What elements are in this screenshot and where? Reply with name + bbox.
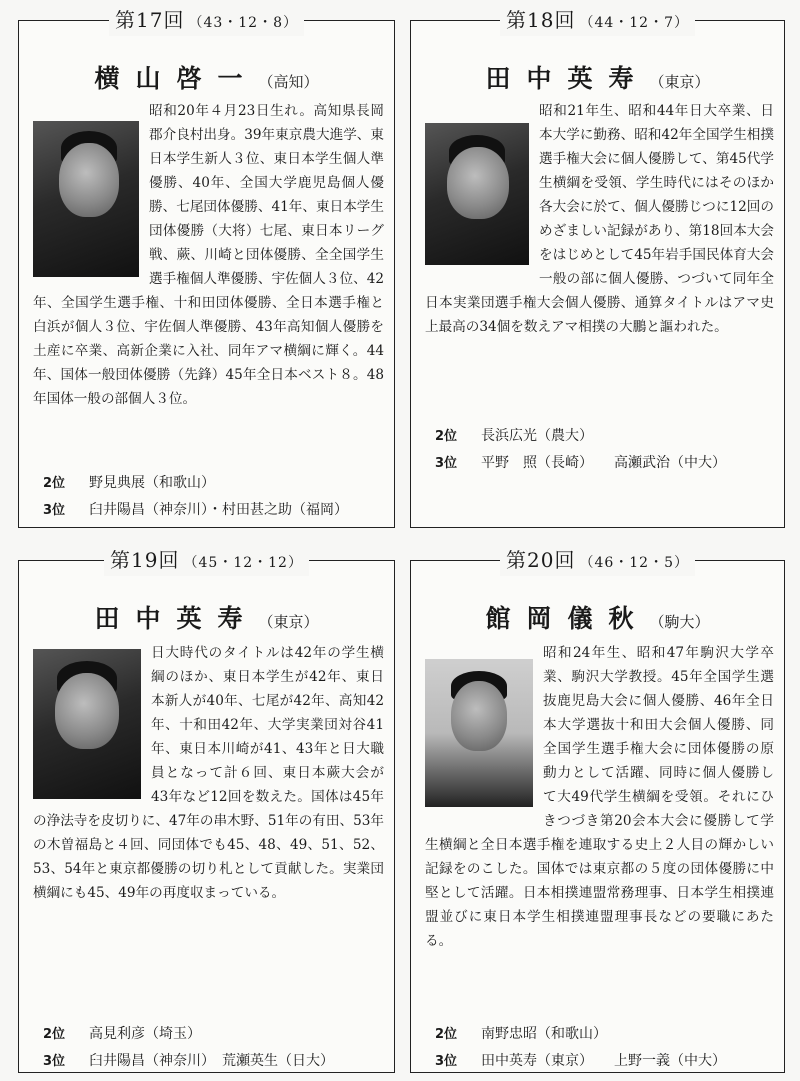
second-place-label: 2位 xyxy=(435,429,458,444)
champion-name: 田中英寿 xyxy=(485,64,650,93)
champion-panel-17 xyxy=(18,8,395,528)
second-place-names: 高見利彦（埼玉） xyxy=(89,1026,201,1042)
champion-name: 横山啓一 xyxy=(94,64,259,93)
panel-header xyxy=(411,7,784,33)
champion-bio: 昭和24年生、昭和47年駒沢大学卒業、駒沢大学教授。45年全国学生選抜鹿児島大会に個人優勝、46年全日本大学選抜十和田大会個人優勝、同全国学生選手権大会に団体優勝の原動力として活躍、同時に個人優勝して大49代学生横綱を受領。それにひきつづき第20会本大会に優勝して学生横綱と全日本選手権を連取する史上２人目の輝かしい記録をのこした。国体では東京都の５度の団体優勝に中堅として活躍。日本相撲連盟常務理事、日本学生相撲連盟並びに東日本学生相撲連盟理事長などの要職にあたる。 xyxy=(425,645,774,949)
champion-photo xyxy=(425,659,533,807)
champion-bio: 日大時代のタイトルは42年の学生横綱のほか、東日本学生が42年、東日本新人が40年、七尾が42年、高知42年、十和田42年、大学実業団対谷41年、東日本川崎が41、43年と日大職員となって計６回、東日本蕨大会が43年など12回を数えた。国体は45年の浄法寺を皮切りに、47年の串木野、51年の有田、53年の木曽福島と４回、同団体でも45、48、49、51、52、53、54年と東京都優勝の切り札として貢献した。実業団横綱にも45、49年の再度収まっている。 xyxy=(33,645,384,901)
champion-name: 田中英寿 xyxy=(94,604,259,633)
champion-photo xyxy=(425,123,529,265)
champion-affiliation: （東京） xyxy=(258,613,319,631)
champion-photo xyxy=(33,121,139,277)
champion-panel-20 xyxy=(410,548,785,1073)
second-place-row xyxy=(425,423,776,450)
third-place-row xyxy=(33,497,386,524)
runner-up-list xyxy=(425,423,776,477)
third-place-label: 3位 xyxy=(43,1054,66,1069)
round-number: 第19回 xyxy=(110,548,180,572)
tournament-date: （46・12・5） xyxy=(579,555,689,571)
third-place-names: 平野 照（長崎） 高瀬武治（中大） xyxy=(481,455,726,471)
second-place-names: 南野忠昭（和歌山） xyxy=(481,1026,607,1042)
runner-up-list xyxy=(33,470,386,524)
tournament-date: （43・12・8） xyxy=(188,15,298,31)
champion-name: 館岡儀秋 xyxy=(485,604,650,633)
second-place-label: 2位 xyxy=(43,476,66,491)
third-place-names: 田中英寿（東京） 上野一義（中大） xyxy=(481,1053,726,1069)
champion-bio: 昭和21年生、昭和44年日大卒業、日本大学に勤務、昭和42年全国学生相撲選手権大会に個人優勝して、第45代学生横綱を受領、学生時代にはそのほか各大会に於て、個人優勝じつに12回のめざましい記録があり、第18回本大会をはじめとして45年岩手国民体育大会一般の部に個人優勝、つづいて同年全日本実業団選手権大会個人優勝、通算タイトルはアマ史上最高の34個を数えアマ相撲の大鵬と謳われた。 xyxy=(425,103,774,335)
champion-affiliation: （東京） xyxy=(649,73,710,91)
champion-photo xyxy=(33,649,141,799)
panel-header xyxy=(19,547,394,573)
third-place-names: 臼井陽昌（神奈川）・村田甚之助（福岡） xyxy=(89,502,348,518)
second-place-label: 2位 xyxy=(43,1027,66,1042)
second-place-row xyxy=(33,470,386,497)
champion-name-line xyxy=(19,599,394,635)
tournament-date: （45・12・12） xyxy=(183,555,303,571)
third-place-names: 臼井陽昌（神奈川） 荒瀬英生（日大） xyxy=(89,1053,334,1069)
runner-up-list xyxy=(33,1021,386,1075)
champion-bio-block xyxy=(33,99,384,411)
panel-header xyxy=(411,547,784,573)
champion-name-line xyxy=(411,599,784,635)
champion-affiliation: （高知） xyxy=(258,73,319,91)
third-place-row xyxy=(425,1048,776,1075)
second-place-row xyxy=(33,1021,386,1048)
third-place-row xyxy=(425,450,776,477)
second-place-names: 野見典展（和歌山） xyxy=(89,475,215,491)
panel-header xyxy=(19,7,394,33)
third-place-row xyxy=(33,1048,386,1075)
round-number: 第20回 xyxy=(506,548,576,572)
third-place-label: 3位 xyxy=(435,1054,458,1069)
round-number: 第18回 xyxy=(506,8,576,32)
champion-name-line xyxy=(411,59,784,95)
champion-affiliation: （駒大） xyxy=(649,613,710,631)
second-place-label: 2位 xyxy=(435,1027,458,1042)
champion-bio-block xyxy=(425,99,774,339)
runner-up-list xyxy=(425,1021,776,1075)
round-number: 第17回 xyxy=(115,8,185,32)
champion-bio-block xyxy=(425,641,774,953)
tournament-date: （44・12・7） xyxy=(579,15,689,31)
champion-bio: 昭和20年４月23日生れ。高知県長岡郡介良村出身。39年東京農大進学、東日本学生新人３位、東日本学生個人準優勝、40年、全国大学鹿児島個人優勝、七尾団体優勝、41年、東日本学生団体優勝（大将）七尾、東日本リーグ戦、蕨、川崎と団体優勝、全全国学生選手権個人準優勝、宇佐個人３位、42年、全国学生選手権、十和田団体優勝、全日本選手権と白浜が個人３位、宇佐個人準優勝、43年高知個人優勝を土産に卒業、高新企業に入社、同年アマ横綱に輝く。44年、国体一般団体優勝（先鋒）45年全日本ベスト８。48年国体一般の部個人３位。 xyxy=(33,103,384,407)
champion-bio-block xyxy=(33,641,384,905)
champion-name-line xyxy=(19,59,394,95)
champion-panel-19 xyxy=(18,548,395,1073)
second-place-names: 長浜広光（農大） xyxy=(481,428,593,444)
third-place-label: 3位 xyxy=(435,456,458,471)
second-place-row xyxy=(425,1021,776,1048)
third-place-label: 3位 xyxy=(43,503,66,518)
champion-panel-18 xyxy=(410,8,785,528)
